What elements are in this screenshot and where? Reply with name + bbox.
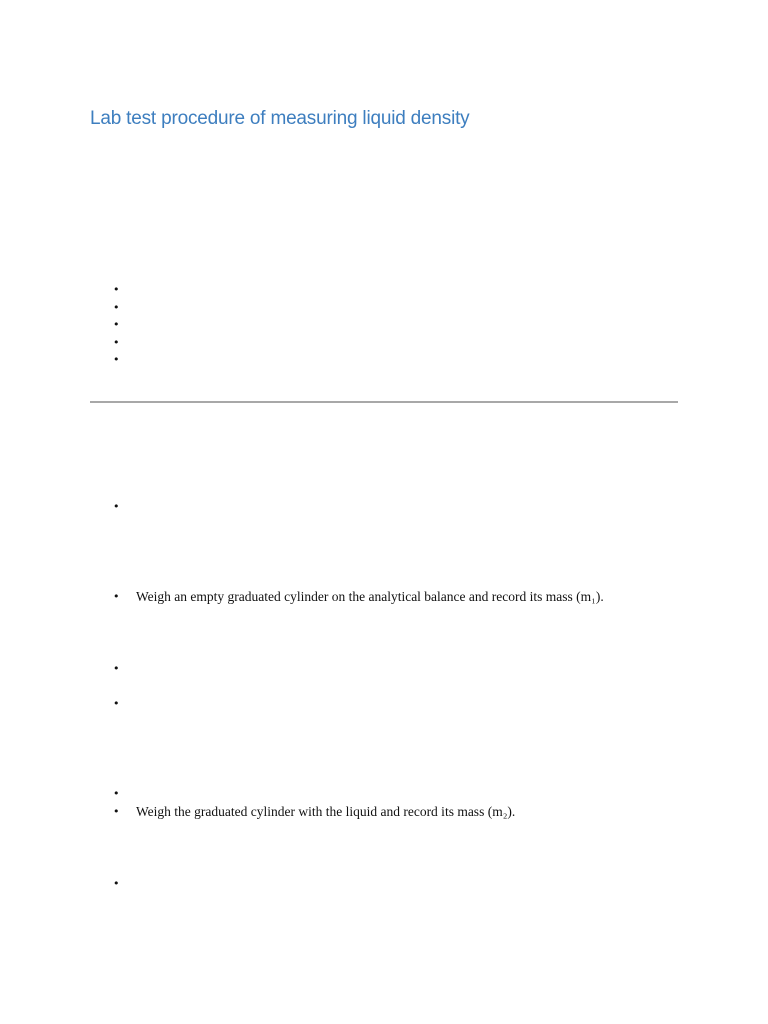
step-item <box>0 498 136 516</box>
step-text: Weigh an empty graduated cylinder on the analytical balance and record its mass (m₁). <box>136 589 604 604</box>
bullet-icon: • <box>113 787 120 800</box>
bullet-icon: • <box>113 318 120 331</box>
bullet-icon: • <box>113 500 120 513</box>
step-list <box>0 785 515 820</box>
bullet-icon: • <box>113 590 120 603</box>
list-item <box>0 334 136 352</box>
bullet-icon: • <box>113 300 120 314</box>
list-item <box>0 351 136 369</box>
list-item <box>0 281 136 299</box>
step-list <box>0 588 604 606</box>
step-item <box>0 660 136 678</box>
step-item <box>0 803 515 821</box>
step-list <box>0 875 136 893</box>
bullet-icon: • <box>113 662 120 675</box>
step-list <box>0 695 136 713</box>
intro-bullet-list <box>0 281 136 369</box>
page-title: Lab test procedure of measuring liquid density <box>90 108 470 129</box>
step-item <box>0 875 136 893</box>
bullet-icon: • <box>113 877 120 890</box>
bullet-icon: • <box>113 283 120 296</box>
list-item <box>0 299 136 317</box>
step-text: Weigh the graduated cylinder with the liquid and record its mass (m₂). <box>136 803 516 819</box>
step-list <box>0 498 136 516</box>
section-divider <box>90 401 678 403</box>
step-item <box>0 695 136 713</box>
step-item <box>0 785 515 803</box>
bullet-icon: • <box>113 335 120 349</box>
bullet-icon: • <box>113 697 120 710</box>
list-item <box>0 316 136 334</box>
bullet-icon: • <box>113 804 120 818</box>
step-item <box>0 588 604 606</box>
step-list <box>0 660 136 678</box>
bullet-icon: • <box>113 353 120 366</box>
